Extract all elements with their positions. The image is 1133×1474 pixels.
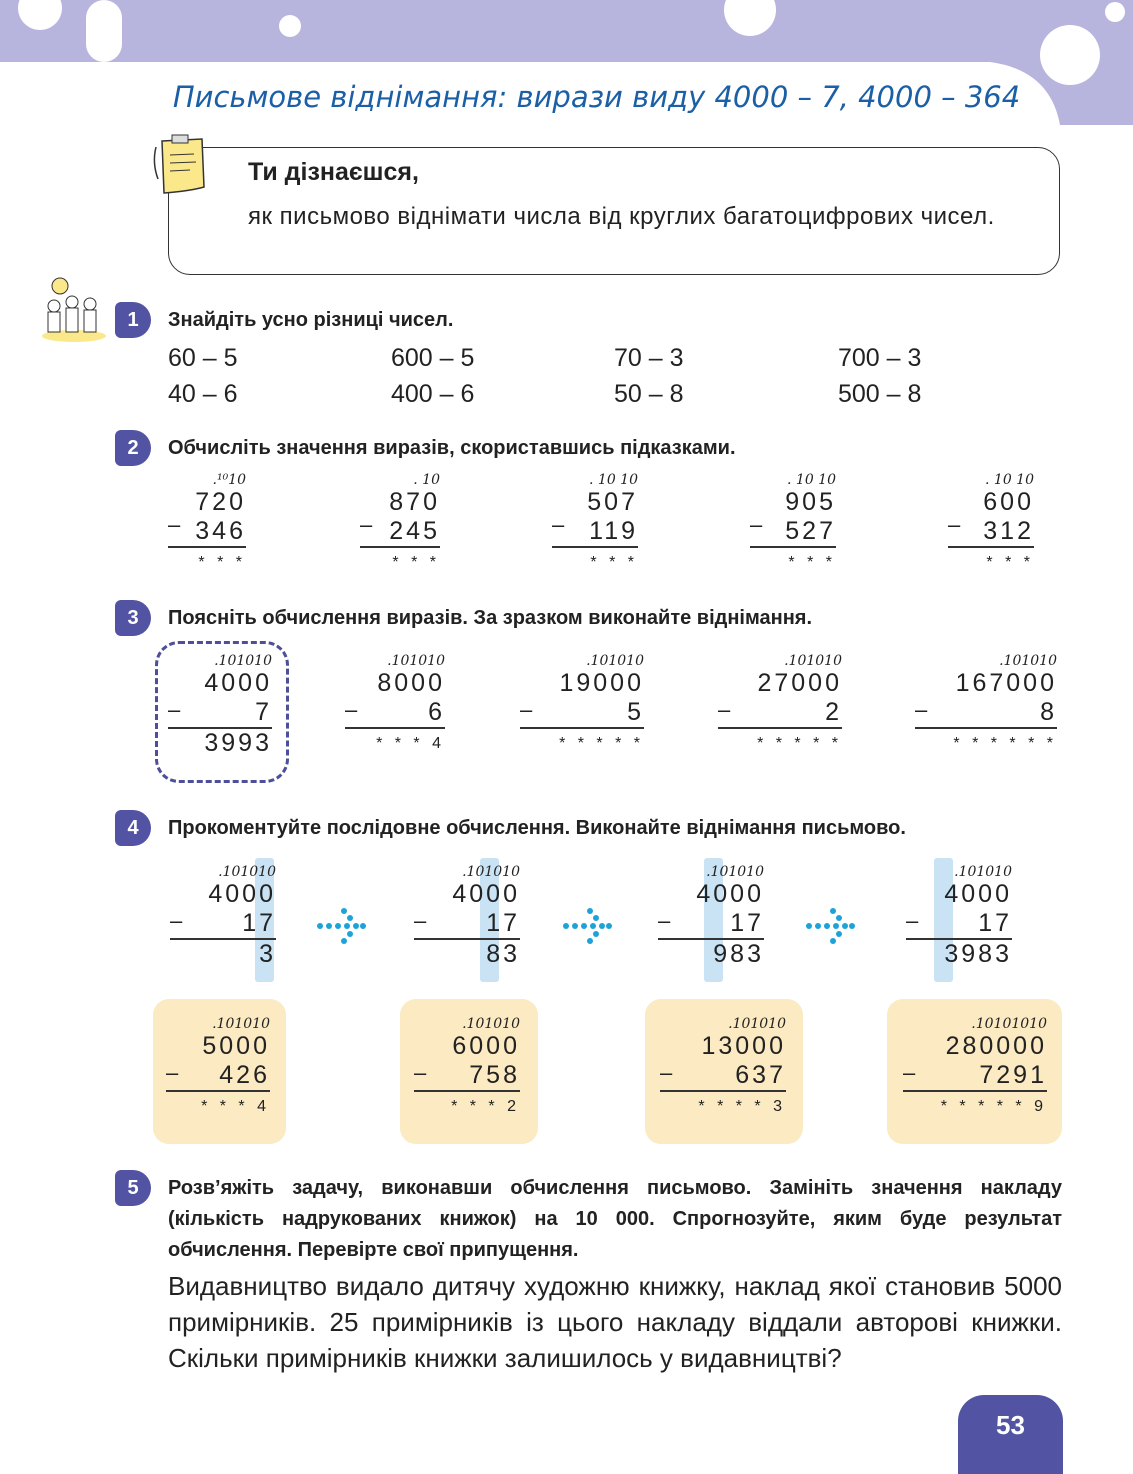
task-number-badge: 5: [115, 1170, 151, 1206]
subtrahend: 17: [730, 909, 764, 937]
result: 983: [713, 939, 764, 968]
borrow-marks: . 10 10: [985, 472, 1034, 488]
result: * * * * * 9: [940, 1097, 1047, 1115]
column-subtraction: .101010 4000 17 3983 –: [906, 864, 1012, 968]
minuend: 4000: [204, 669, 272, 697]
subtrahend: 312: [983, 517, 1034, 545]
borrow-marks: .101010: [212, 1016, 270, 1032]
borrow-marks: .101010: [954, 864, 1012, 880]
borrow-marks: .101010: [784, 653, 842, 669]
result: * * * 4: [376, 734, 445, 752]
expression: 400 – 6: [391, 380, 475, 408]
column-subtraction: .10101010 280000 7291 * * * * * 9 –: [903, 1016, 1047, 1115]
borrow-marks: .101010: [586, 653, 644, 669]
minuend: 905: [785, 488, 836, 516]
column-subtraction: .¹⁰10 720 346 * * * –: [168, 472, 246, 571]
task5-story: Видавництво видало дитячу художню книжку, наклад якої становив 5000 примірників. 25 примірників із цього накладу віддали авторові книжки. Скільки примірників книжки залишилось у видавництві?: [168, 1271, 1062, 1373]
minuend: 280000: [945, 1032, 1047, 1060]
learn-heading: Ти дізнаєшся,: [248, 158, 419, 186]
minuend: 870: [389, 488, 440, 516]
result: * * * 4: [201, 1097, 270, 1115]
expression: 600 – 5: [391, 344, 475, 372]
expression: 700 – 3: [838, 344, 922, 372]
minuend: 4000: [696, 880, 764, 908]
task-number-badge: 1: [115, 302, 151, 338]
subtrahend: 7: [255, 698, 272, 726]
borrow-marks: . 10: [413, 472, 440, 488]
subtrahend: 17: [486, 909, 520, 937]
result: * * *: [788, 553, 836, 571]
task5-instruction: Розв’яжіть задачу, виконавши обчислення письмово. Замініть значення накладу (кількість надрукованих книжок) на 10 000. Спрогнозуйте, яким буде результат обчислення. Перевірте свої припущення.: [168, 1177, 1062, 1261]
minuend: 19000: [559, 669, 644, 697]
subtrahend: 119: [589, 517, 638, 545]
result: * * * 2: [451, 1097, 520, 1115]
task1-instruction: Знайдіть усно різниці чисел.: [168, 309, 454, 331]
subtrahend: 426: [219, 1061, 270, 1089]
minuend: 600: [983, 488, 1034, 516]
expression: 60 – 5: [168, 344, 238, 372]
column-subtraction: .101010 27000 2 * * * * * –: [718, 653, 842, 752]
subtrahend: 637: [735, 1061, 786, 1089]
dotted-arrow-icon: [805, 908, 857, 944]
borrow-marks: .101010: [462, 1016, 520, 1032]
page-number: 53: [958, 1395, 1063, 1474]
expression: 70 – 3: [614, 344, 684, 372]
result: * * *: [392, 553, 440, 571]
subtrahend: 5: [627, 698, 644, 726]
subtrahend: 6: [428, 698, 445, 726]
result: 83: [486, 939, 520, 968]
column-subtraction: .101010 4000 7 3993 –: [168, 653, 272, 757]
minuend: 507: [587, 488, 638, 516]
minuend: 4000: [452, 880, 520, 908]
subtrahend: 245: [389, 517, 440, 545]
column-subtraction: .101010 8000 6 * * * 4 –: [345, 653, 445, 752]
minuend: 5000: [202, 1032, 270, 1060]
result: 3983: [944, 939, 1012, 968]
borrow-marks: .101010: [214, 653, 272, 669]
dotted-arrow-icon: [316, 908, 368, 944]
minuend: 720: [195, 488, 246, 516]
column-subtraction: .101010 5000 426 * * * 4 –: [166, 1016, 270, 1115]
subtrahend: 8: [1040, 698, 1057, 726]
column-subtraction: .101010 167000 8 * * * * * * –: [915, 653, 1057, 752]
column-subtraction: .101010 6000 758 * * * 2 –: [414, 1016, 520, 1115]
expression: 500 – 8: [838, 380, 922, 408]
subtrahend: 2: [825, 698, 842, 726]
borrow-marks: . 10 10: [787, 472, 836, 488]
task-number-badge: 3: [115, 600, 151, 636]
minuend: 167000: [955, 669, 1057, 697]
result: 3993: [204, 728, 272, 757]
result: * * *: [986, 553, 1034, 571]
task-number-badge: 2: [115, 430, 151, 466]
column-subtraction: .101010 4000 17 3 –: [170, 864, 276, 968]
column-subtraction: .101010 19000 5 * * * * * –: [520, 653, 644, 752]
task3-instruction: Поясніть обчислення виразів. За зразком виконайте віднімання.: [168, 607, 813, 629]
minuend: 27000: [757, 669, 842, 697]
borrow-marks: .¹⁰10: [212, 472, 246, 488]
page-title: Письмове віднімання: вирази виду 4000 – 7, 4000 – 364: [172, 80, 1021, 114]
subtrahend: 346: [195, 517, 246, 545]
task2-instruction: Обчисліть значення виразів, скориставшись підказками.: [168, 437, 736, 459]
result: * * *: [198, 553, 246, 571]
result: * * * * 3: [698, 1097, 786, 1115]
minuend: 6000: [452, 1032, 520, 1060]
column-subtraction: .101010 4000 17 983 –: [658, 864, 764, 968]
result: * * * * * *: [953, 734, 1057, 752]
subtrahend: 7291: [979, 1061, 1047, 1089]
borrow-marks: .10101010: [971, 1016, 1047, 1032]
task-number-badge: 4: [115, 810, 151, 846]
borrow-marks: .101010: [387, 653, 445, 669]
subtrahend: 527: [785, 517, 836, 545]
borrow-marks: .101010: [728, 1016, 786, 1032]
minuend: 13000: [701, 1032, 786, 1060]
expression: 40 – 6: [168, 380, 238, 408]
borrow-marks: .101010: [706, 864, 764, 880]
note-icon: [150, 133, 210, 199]
column-subtraction: . 10 10 600 312 * * * –: [948, 472, 1034, 571]
subtrahend: 17: [978, 909, 1012, 937]
result: * * *: [590, 553, 638, 571]
subtrahend: 758: [469, 1061, 520, 1089]
borrow-marks: .101010: [218, 864, 276, 880]
minuend: 4000: [944, 880, 1012, 908]
subtrahend: 17: [242, 909, 276, 937]
borrow-marks: . 10 10: [589, 472, 638, 488]
borrow-marks: .101010: [999, 653, 1057, 669]
column-subtraction: . 10 10 905 527 * * * –: [750, 472, 836, 571]
result: * * * * *: [559, 734, 644, 752]
kids-lightbulb-icon: [38, 272, 110, 344]
result: 3: [259, 939, 276, 968]
task4-instruction: Прокоментуйте послідовне обчислення. Виконайте віднімання письмово.: [168, 817, 906, 839]
dotted-arrow-icon: [562, 908, 614, 944]
column-subtraction: . 10 10 507 119 * * * –: [552, 472, 638, 571]
expression: 50 – 8: [614, 380, 684, 408]
column-subtraction: .101010 4000 17 83 –: [414, 864, 520, 968]
borrow-marks: .101010: [462, 864, 520, 880]
column-subtraction: .101010 13000 637 * * * * 3 –: [660, 1016, 786, 1115]
minuend: 4000: [208, 880, 276, 908]
column-subtraction: . 10 870 245 * * * –: [360, 472, 440, 571]
result: * * * * *: [757, 734, 842, 752]
learn-text: як письмово віднімати числа від круглих багатоцифрових чисел.: [248, 203, 995, 230]
minuend: 8000: [377, 669, 445, 697]
